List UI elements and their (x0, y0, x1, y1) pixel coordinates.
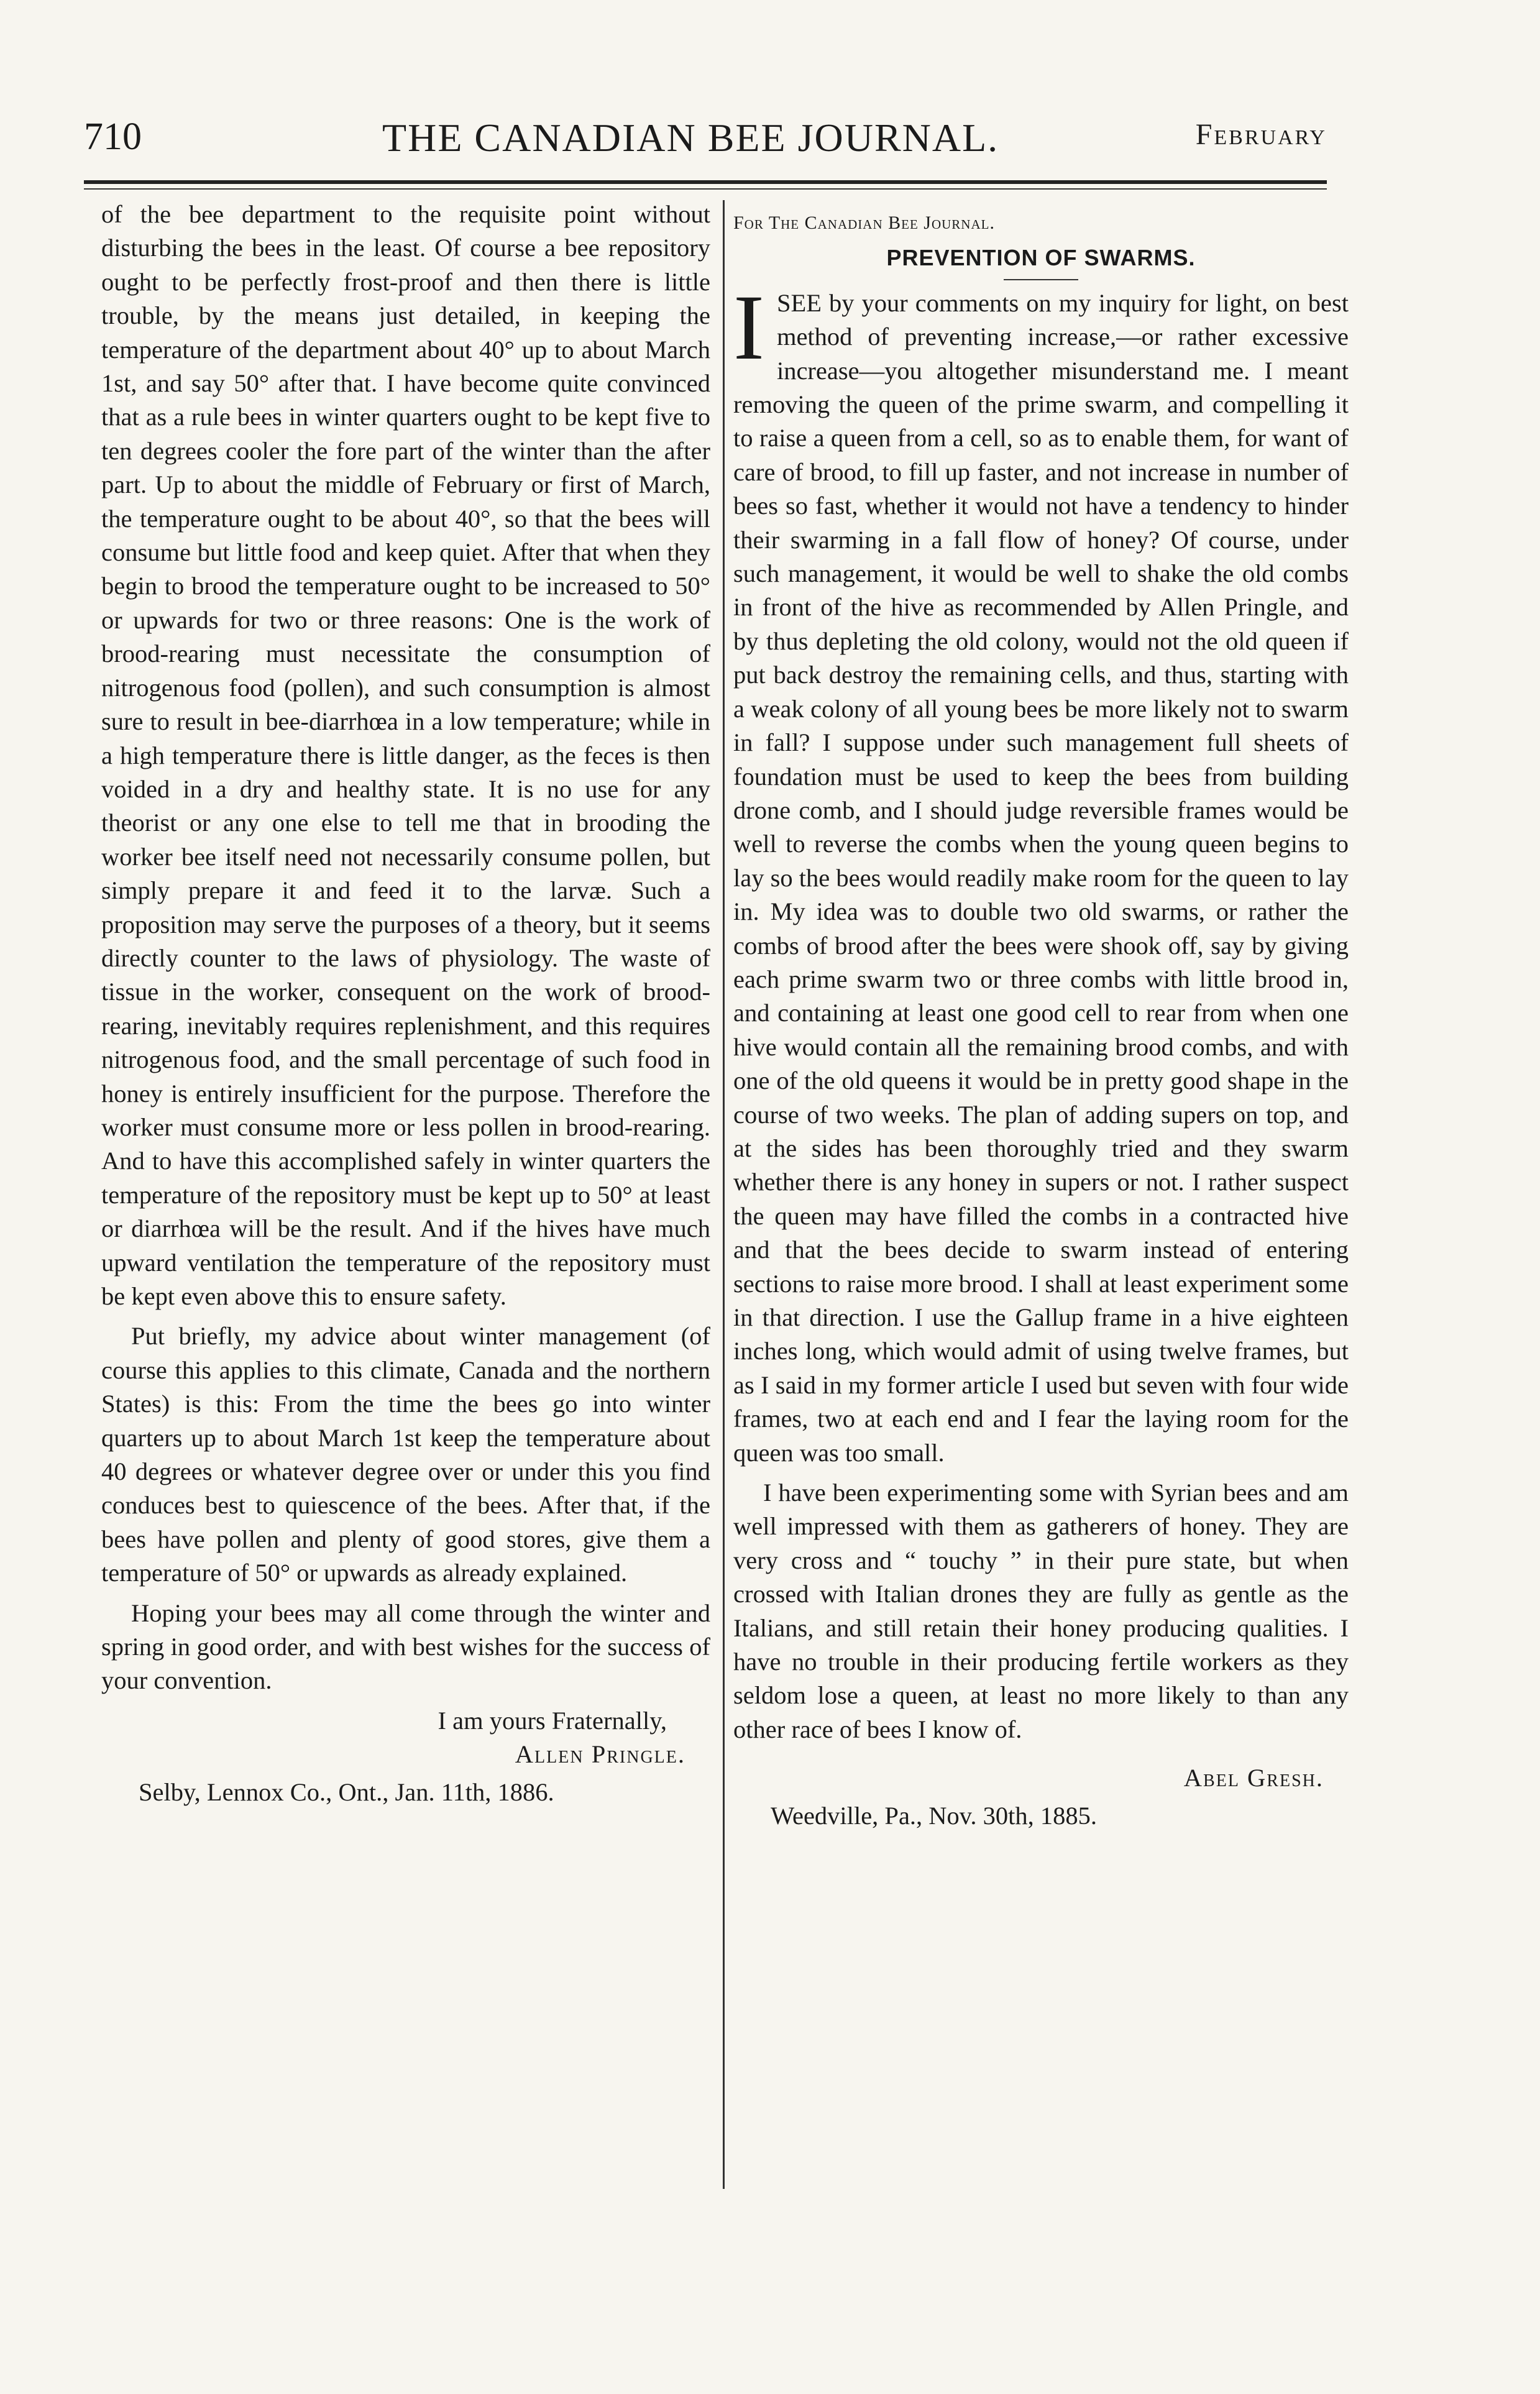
author-signature-right: Abel Gresh. (1183, 1764, 1324, 1792)
letter-dateline: Selby, Lennox Co., Ont., Jan. 11th, 1886. (139, 1777, 554, 1806)
left-paragraph-1: of the bee department to the requisite point without disturbing the bees in the least. Of course a bee repository ought to be perfectly frost-proof and then there is little trouble, by the means just detailed, in keeping the temperature of the department about 40° up to about March 1st, and say 50° after that. I have become quite convinced that as a rule bees in winter quarters ought to be kept five to ten degrees cooler the fore part of the winter than the after part. Up to about the middle of February or first of March, the temperature ought to be about 40°, so that the bees will consume but little food and keep quiet. After that when they begin to brood the temperature ought to be increased to 50° or upwards for two or three reasons: One is the work of brood-rearing must necessitate the consumption of nitrogenous food (pollen), and such consumption is almost sure to result in bee-diarrhœa in a low temperature; while in a high temperature there is little danger, as the feces is then voided in a dry and healthy state. It is no use for any theorist or any one else to tell me that in brooding the worker bee itself need not necessarily consume pollen, but simply prepare it and feed it to the larvæ. Such a proposition may serve the purposes of a theory, but it seems directly counter to the laws of physiology. The waste of tissue in the worker, consequent on the work of brood-rearing, inevitably requires replenishment, and this requires nitrogenous food, and the small percentage of such food in honey is entirely insufficient for the purpose. Therefore the worker must consume more or less pollen in brood-rearing. And to have this accomplished safely in winter quarters the temperature of the repository must be kept up to 50° at least or diarrhœa will be the result. And if the hives have much upward ventilation the temperature of the repository must be kept even above this to ensure safety. (101, 200, 710, 1310)
letter-dateline-right: Weedville, Pa., Nov. 30th, 1885. (771, 1801, 1098, 1830)
right-paragraph-2: I have been experimenting some with Syrian bees and am well impressed with them as gatherers of honey. They are very cross and “ touchy ” in their pure state, but when crossed with Italian drones they are fully as gentle as the Italians, and still retain their honey producing qualities. I have no trouble in their producing fertile workers as they seldom lose a queen, at least no more likely to than any other race of bees I know of. (733, 1479, 1349, 1743)
page-number: 710 (84, 116, 142, 158)
header-rule-thin (84, 188, 1327, 190)
left-paragraph-3: Hoping your bees may all come through the winter and spring in good order, and with best wishes for the success of your convention. (101, 1598, 710, 1695)
right-paragraph-1-text: SEE by your comments on my inquiry for light, on best method of preventing increase,—or rather excessive increase—you altogether misunderstand me. I meant removing the queen of the prime swarm, and compelling it to raise a queen from a cell, so as to enable them, for want of care of brood, to fill up faster, and not increase in number of bees so fast, whether it would not have a tendency to hinder their swarming in a fall flow of honey? Of course, under such management, it would be well to shake the old combs in front of the hive as recommended by Allen Pringle, and by thus depleting the old colony, would not the old queen if put back destroy the remaining cells, and thus, starting with a weak colony of all young bees be more likely not to swarm in fall? I suppose under such management full sheets of foundation must be used to keep the bees from building drone comb, and I should judge reversible frames would be well to reverse the combs when the young queen begins to lay so the bees would readily make room for the queen to lay in. My idea was to double two old swarms, or rather the combs of brood after the bees were shook off, say by giving each prime swarm two or three combs with little brood in, and containing at least one good cell to rear from when one hive would contain all the remaining brood combs, and with one of the old queens it would be in pretty good shape in the course of two weeks. The plan of adding supers on top, and at the sides has been thoroughly tried and they swarm whether there is any honey in supers or not. I rather suspect the queen may have filled the combs in a contracted hive and that the bees decide to swarm instead of entering sections to raise more brood. I shall at least experiment some in that direction. I use the Gallup frame in a hive eighteen inches long, which would admit of using twelve frames, but as I said in my former article I used but seven with four wide frames, two at each end and I fear the laying room for the queen was too small. (733, 288, 1349, 1467)
right-column (733, 198, 1349, 1833)
article-heading: PREVENTION OF SWARMS. (886, 245, 1196, 271)
issue-month: February (1195, 118, 1327, 151)
page-header (84, 115, 1327, 171)
left-paragraph-2: Put briefly, my advice about winter management (of course this applies to this climate, Canada and the northern States) is this: From the time the bees go into winter quarters up to about March 1st keep the temperature about 40 degrees or whatever degree over or under this you find conduces best to quiescence of the bees. After that, if the bees have pollen and plenty of good stores, give them a temperature of 50° or upwards as already explained. (101, 1322, 710, 1587)
header-rule-thick (84, 180, 1327, 184)
journal-title: THE CANADIAN BEE JOURNAL. (382, 116, 999, 160)
heading-rule (1004, 279, 1078, 280)
letter-signoff: I am yours Fraternally, (438, 1706, 667, 1735)
author-signature: Allen Pringle. (515, 1740, 685, 1769)
right-paragraph-1 (733, 275, 1349, 1470)
column-divider (723, 200, 725, 2189)
article-source: For The Canadian Bee Journal. (733, 213, 995, 233)
drop-cap: I (733, 275, 764, 379)
left-column (101, 198, 710, 1809)
